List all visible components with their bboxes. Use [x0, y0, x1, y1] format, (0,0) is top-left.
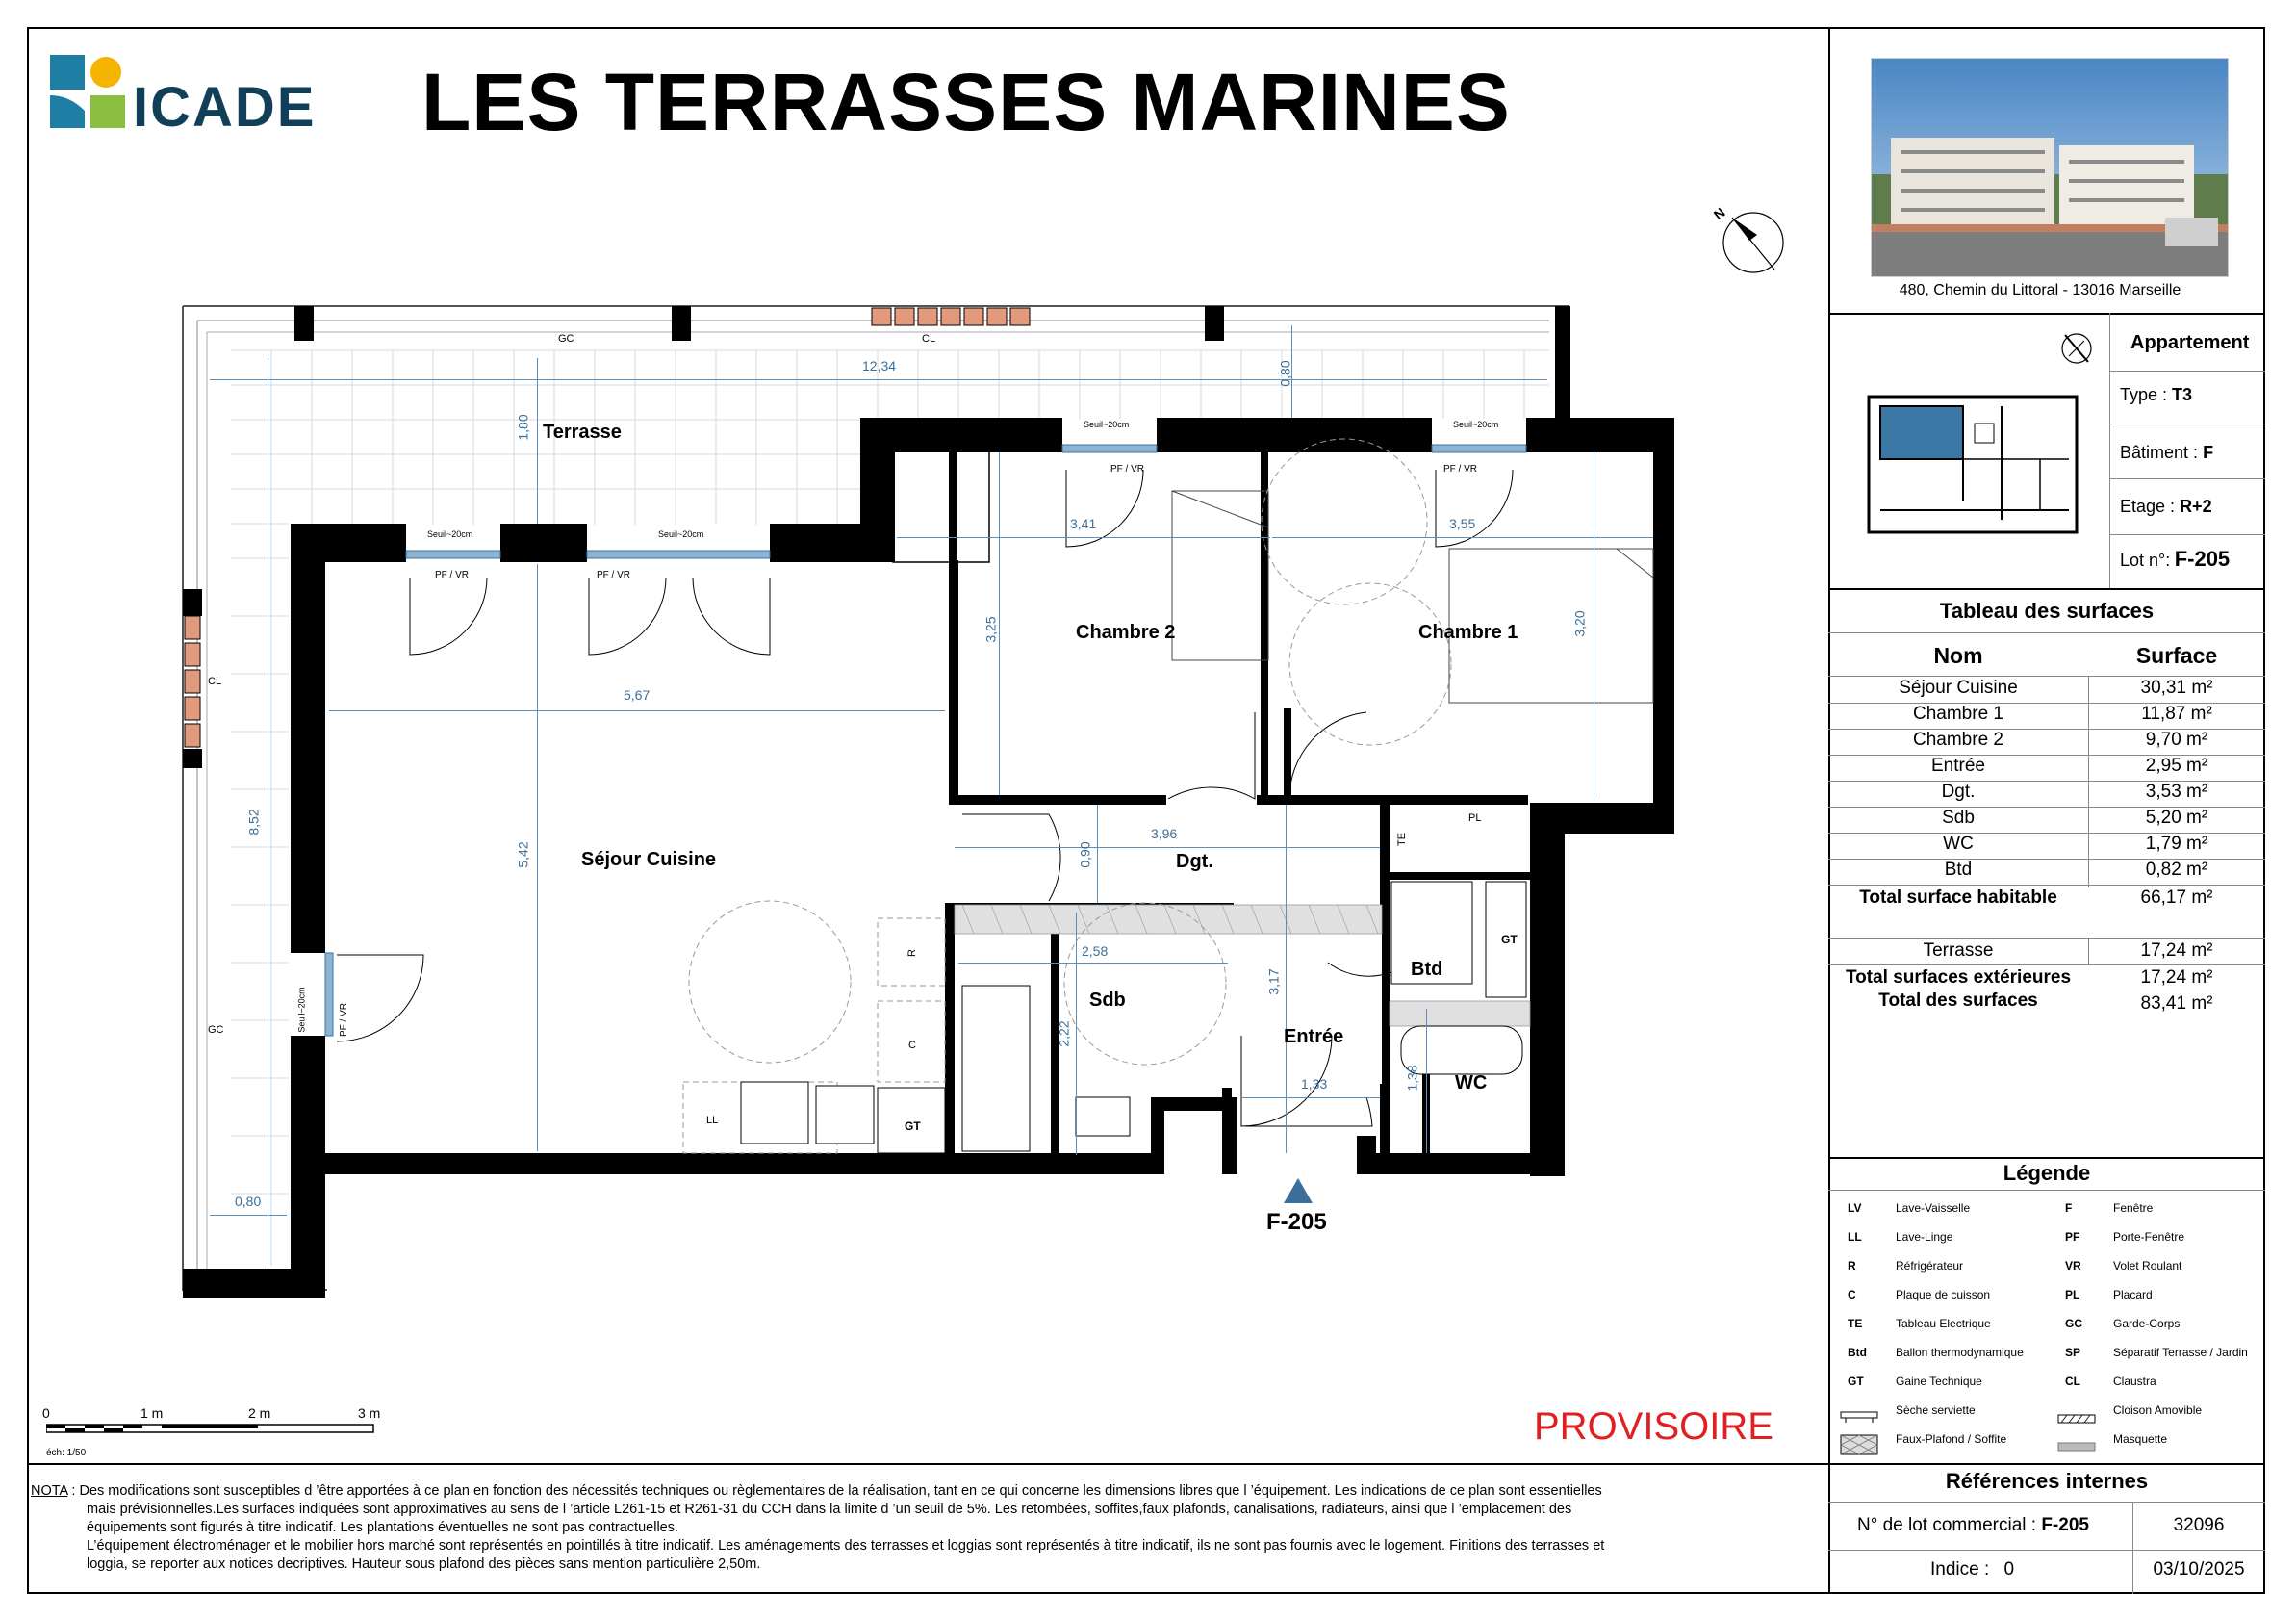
- info-row-line: [2109, 534, 2265, 535]
- nota-line-5: loggia, se reporter aux notices decriptives. Hauteur sous plafond des pièces sans mention particulière 2,50m.: [87, 1556, 761, 1572]
- dim-0-80-top: 0,80: [1277, 360, 1293, 387]
- legend-text: Lave-Linge: [1896, 1230, 1953, 1244]
- dim-8-52: 8,52: [245, 809, 262, 836]
- dim-12-34: 12,34: [862, 358, 897, 373]
- legend-text: Lave-Vaisselle: [1896, 1201, 1971, 1215]
- pfvr-2: PF / VR: [597, 570, 631, 580]
- dim-3-20: 3,20: [1571, 610, 1588, 637]
- dim-line-3-17: [1286, 805, 1287, 1153]
- dim-0-80-bottom: 0,80: [235, 1194, 262, 1209]
- total-habitable-label: Total surface habitable: [1859, 887, 2057, 908]
- surfaces-line: [1828, 938, 2265, 939]
- batiment-label: Bâtiment :: [2120, 443, 2199, 462]
- legend-code: F: [2065, 1201, 2073, 1215]
- legend-text: Claustra: [2113, 1375, 2156, 1388]
- nota-line-4: L’équipement électroménager et le mobilier hors marché sont représentés en pointillés à titre indicatif. Les aménagements des terrasses et loggias sont représentés à titre indicatif, ils ne sont pas fournis avec le logement. Finitions des terrasses et: [87, 1538, 1605, 1554]
- legend-text: Tableau Electrique: [1896, 1317, 1991, 1330]
- claustra-top: [872, 308, 1030, 325]
- info-row-line: [2109, 478, 2265, 479]
- seuil-2: Seuil~20cm: [658, 529, 704, 539]
- type-row: [2120, 385, 2192, 405]
- claustra-left: [185, 616, 200, 747]
- note-top-line: [27, 1463, 1828, 1465]
- nota-prefix: NOTA: [31, 1483, 68, 1499]
- total-ext-label: Total surfaces extérieures: [1845, 967, 2072, 988]
- legend-code: PF: [2065, 1230, 2080, 1244]
- batiment-row: [2120, 443, 2213, 463]
- surface-row-value: 3,53 m²: [2145, 782, 2208, 802]
- surface-row-name: Sdb: [1942, 808, 1975, 828]
- tag-pl-ch2: PL: [947, 498, 959, 511]
- dim-3-41: 3,41: [1070, 516, 1097, 531]
- legend-text: Faux-Plafond / Soffite: [1896, 1432, 2007, 1446]
- info-divider: [2109, 313, 2110, 588]
- room-chambre-1: Chambre 1: [1418, 622, 1518, 643]
- dim-3-25: 3,25: [982, 616, 999, 643]
- reference-date: 03/10/2025: [2153, 1559, 2245, 1580]
- legend-text: Masquette: [2113, 1432, 2168, 1446]
- nota-line-2: mais prévisionnelles.Les surfaces indiquées sont approximatives au sens de l ’article L261-15 et R261-31 du CCH dans la limite d ’un seuil de 5%. Les retombées, soffites,faux plafonds, canalisations, radiateurs, ainsi que l ’emplacement des: [87, 1502, 1572, 1517]
- lot-commercial-row: [1857, 1515, 2089, 1536]
- dim-line-5-42: [537, 564, 538, 1151]
- dim-line-0-80: [210, 1215, 287, 1216]
- room-chambre-2: Chambre 2: [1076, 622, 1176, 643]
- pfvr-4: PF / VR: [1443, 464, 1478, 475]
- legend-code: GT: [1848, 1375, 1864, 1388]
- surface-row-value: 5,20 m²: [2145, 808, 2208, 828]
- legend-text: Fenêtre: [2113, 1201, 2154, 1215]
- dim-line-2-58: [958, 963, 1228, 964]
- etage-row: [2120, 497, 2212, 517]
- legend-code: CL: [2065, 1375, 2080, 1388]
- room-entree: Entrée: [1284, 1026, 1344, 1047]
- legend-heading: Légende: [2003, 1161, 2091, 1185]
- dim-line-0-90: [1097, 805, 1098, 903]
- walls: [183, 418, 1674, 1298]
- legend-heading-line: [1828, 1190, 2265, 1191]
- logo-text: ICADE: [133, 76, 317, 139]
- col-name-header: Nom: [1933, 643, 1983, 668]
- nota-line-3: équipements sont figurés à titre indicatif. Les plantations éventuelles ne sont pas contractuelles.: [87, 1520, 679, 1535]
- tag-gc-top: GC: [558, 333, 574, 345]
- dim-3-96: 3,96: [1151, 826, 1178, 841]
- legend-code: R: [1848, 1259, 1856, 1273]
- legend-text: Placard: [2113, 1288, 2153, 1301]
- dim-line-3-25: [999, 452, 1000, 795]
- legend-code: Btd: [1848, 1346, 1867, 1359]
- scale-tick-3: 3 m: [358, 1405, 381, 1421]
- scale-tick-1: 1 m: [140, 1405, 164, 1421]
- room-wc: WC: [1455, 1072, 1488, 1093]
- total-label: Total des surfaces: [1878, 990, 2038, 1011]
- nota-line-1-text: : Des modifications sont susceptibles d ’être apportées à ce plan en fonction des nécessités techniques ou règlementaires de la réalisation, tant en ce qui concerne les dimensions libres que l ’équipement. Les indications de ce plan sont essentielles: [67, 1483, 1602, 1499]
- surface-row-line: [1828, 885, 2265, 886]
- surfaces-heading-line: [1828, 632, 2265, 633]
- removable-partition-icon: [2057, 1411, 2096, 1428]
- svg-text:N: N: [1711, 204, 1728, 223]
- seuil-3: Seuil~20cm: [1084, 420, 1130, 429]
- pfvr-1: PF / VR: [435, 570, 470, 580]
- surface-row-name: Entrée: [1931, 756, 1985, 776]
- surface-row-name: Chambre 2: [1913, 730, 2003, 750]
- surface-row-name: Dgt.: [1941, 782, 1976, 802]
- lot-row: [2120, 547, 2230, 572]
- dim-5-67: 5,67: [624, 687, 651, 703]
- references-top-line: [1828, 1463, 2265, 1465]
- references-line: [1828, 1550, 2265, 1551]
- legend-text: Garde-Corps: [2113, 1317, 2181, 1330]
- legend-text: Séparatif Terrasse / Jardin: [2113, 1346, 2248, 1359]
- dim-5-42: 5,42: [515, 841, 531, 868]
- seuil-5: Seuil~20cm: [296, 987, 307, 1033]
- terrasse-surface-value: 17,24 m²: [2140, 940, 2213, 961]
- etage-label: Etage :: [2120, 497, 2176, 516]
- seuil-4: Seuil~20cm: [1453, 420, 1499, 429]
- nota-text: [31, 1482, 1792, 1574]
- legend-code: TE: [1848, 1317, 1863, 1330]
- batiment-value: F: [2203, 443, 2214, 462]
- legend-code: LV: [1848, 1201, 1862, 1215]
- provisoire-stamp: PROVISOIRE: [1534, 1405, 1773, 1448]
- surface-row-value: 9,70 m²: [2145, 730, 2208, 750]
- dim-0-90: 0,90: [1077, 841, 1093, 868]
- dim-line-3-41: [897, 537, 1270, 538]
- tag-c: C: [908, 1040, 916, 1051]
- tag-pl-ch1: PL: [1468, 812, 1482, 824]
- tag-te: TE: [1396, 832, 1409, 847]
- surfaces-line: [1828, 964, 2265, 965]
- tag-gc-left: GC: [208, 1024, 224, 1036]
- total-ext-value: 17,24 m²: [2140, 967, 2213, 988]
- lot-commercial-value: F-205: [2041, 1515, 2089, 1535]
- total-value: 83,41 m²: [2140, 993, 2213, 1014]
- dim-2-58: 2,58: [1082, 943, 1109, 959]
- towel-dryer-icon: [1840, 1410, 1878, 1428]
- pfvr-5: PF / VR: [339, 1002, 350, 1038]
- floor-keyplan-image: [1867, 395, 2079, 534]
- room-btd: Btd: [1411, 959, 1443, 980]
- tag-r: R: [906, 949, 918, 957]
- page-title: LES TERRASSES MARINES: [421, 57, 1511, 147]
- seuil-1: Seuil~20cm: [427, 529, 473, 539]
- surfaces-heading: Tableau des surfaces: [1939, 599, 2155, 623]
- lot-value: F-205: [2174, 547, 2231, 571]
- surface-row-name: Séjour Cuisine: [1899, 678, 2018, 698]
- legend-code: VR: [2065, 1259, 2081, 1273]
- total-habitable-value: 66,17 m²: [2140, 887, 2213, 908]
- svg-text:GT: GT: [905, 1119, 921, 1133]
- room-dgt: Dgt.: [1176, 851, 1213, 872]
- room-terrasse: Terrasse: [543, 422, 622, 443]
- lot-label: Lot n°:: [2120, 551, 2171, 570]
- lot-commercial-label: N° de lot commercial :: [1857, 1515, 2037, 1535]
- svg-text:GT: GT: [1501, 933, 1518, 946]
- tag-cl-top: CL: [922, 333, 936, 345]
- terrasse-surface-label: Terrasse: [1923, 940, 1994, 961]
- legend-code: PL: [2065, 1288, 2080, 1301]
- surface-row-name: WC: [1943, 834, 1974, 854]
- masquette-icon: [2057, 1439, 2096, 1456]
- dim-line-2-22: [1076, 913, 1077, 1155]
- surface-row-name: Btd: [1944, 860, 1973, 880]
- surface-row-value: 2,95 m²: [2145, 756, 2208, 776]
- references-line: [1828, 1502, 2265, 1503]
- dim-1-80: 1,80: [515, 414, 531, 441]
- room-sdb: Sdb: [1089, 990, 1126, 1011]
- legend-text: Cloison Amovible: [2113, 1403, 2203, 1417]
- dim-1-33: 1,33: [1301, 1076, 1328, 1092]
- dim-1-38: 1,38: [1404, 1065, 1420, 1092]
- surface-row-name: Chambre 1: [1913, 704, 2003, 724]
- scale-echelle: éch: 1/50: [46, 1448, 87, 1458]
- project-address: 480, Chemin du Littoral - 13016 Marseille: [1899, 282, 2181, 298]
- references-heading: Références internes: [1945, 1469, 2149, 1493]
- scale-tick-2: 2 m: [248, 1405, 271, 1421]
- dim-line-3-96: [955, 847, 1380, 848]
- dim-line-1-33: [1241, 1097, 1380, 1098]
- photo-divider: [1828, 313, 2265, 315]
- legend-text: Porte-Fenêtre: [2113, 1230, 2185, 1244]
- tag-cl-left: CL: [208, 676, 222, 687]
- dim-line-1-38: [1426, 1009, 1427, 1153]
- surface-row-value: 30,31 m²: [2140, 678, 2213, 698]
- dim-3-55: 3,55: [1449, 516, 1476, 531]
- scale-tick-0: 0: [42, 1405, 50, 1421]
- legend-code: C: [1848, 1288, 1856, 1301]
- entrance-lot-label: F-205: [1266, 1209, 1327, 1235]
- pfvr-3: PF / VR: [1110, 464, 1145, 475]
- type-value: T3: [2172, 385, 2193, 404]
- legend-text: Ballon thermodynamique: [1896, 1346, 2024, 1359]
- surface-row-value: 11,87 m²: [2141, 704, 2212, 724]
- apartment-heading: Appartement: [2130, 332, 2250, 353]
- surface-row-value: 1,79 m²: [2145, 834, 2208, 854]
- legend-text: Réfrigérateur: [1896, 1259, 1964, 1273]
- legend-text: Gaine Technique: [1896, 1375, 1982, 1388]
- false-ceiling-icon: [1840, 1434, 1878, 1460]
- col-surface-header: Surface: [2135, 643, 2218, 668]
- info-bottom-line: [1828, 588, 2265, 590]
- dim-2-22: 2,22: [1056, 1020, 1072, 1047]
- legend-code: GC: [2065, 1317, 2082, 1330]
- surface-row-value: 0,82 m²: [2145, 860, 2208, 880]
- dim-line-3-55: [1272, 537, 1653, 538]
- building-rendering-image: [1871, 58, 2229, 277]
- reference-code: 32096: [2173, 1515, 2225, 1535]
- type-label: Type :: [2120, 385, 2168, 404]
- indice-label: Indice :: [1930, 1559, 1990, 1580]
- nota-line-1: [31, 1482, 1792, 1501]
- tag-ll: LL: [706, 1115, 719, 1126]
- dim-line-5-67: [329, 710, 945, 711]
- entrance-arrow-icon: [1284, 1178, 1313, 1208]
- legend-text: Sèche serviette: [1896, 1403, 1976, 1417]
- surfaces-header-line: [1828, 676, 2265, 677]
- dim-3-17: 3,17: [1265, 968, 1282, 995]
- etage-value: R+2: [2180, 497, 2212, 516]
- room-sejour-cuisine: Séjour Cuisine: [581, 849, 717, 870]
- legend-top-line: [1828, 1157, 2265, 1159]
- compass-small-icon: [2059, 331, 2094, 371]
- info-row-line: [2109, 371, 2265, 372]
- dim-line-1-80: [537, 358, 538, 524]
- indice-row: [1930, 1559, 2014, 1581]
- dim-line-12-34: [210, 379, 1547, 380]
- legend-code: SP: [2065, 1346, 2081, 1359]
- legend-text: Plaque de cuisson: [1896, 1288, 1991, 1301]
- legend-text: Volet Roulant: [2113, 1259, 2182, 1273]
- indice-value: 0: [2003, 1559, 2015, 1580]
- legend-code: LL: [1848, 1230, 1862, 1244]
